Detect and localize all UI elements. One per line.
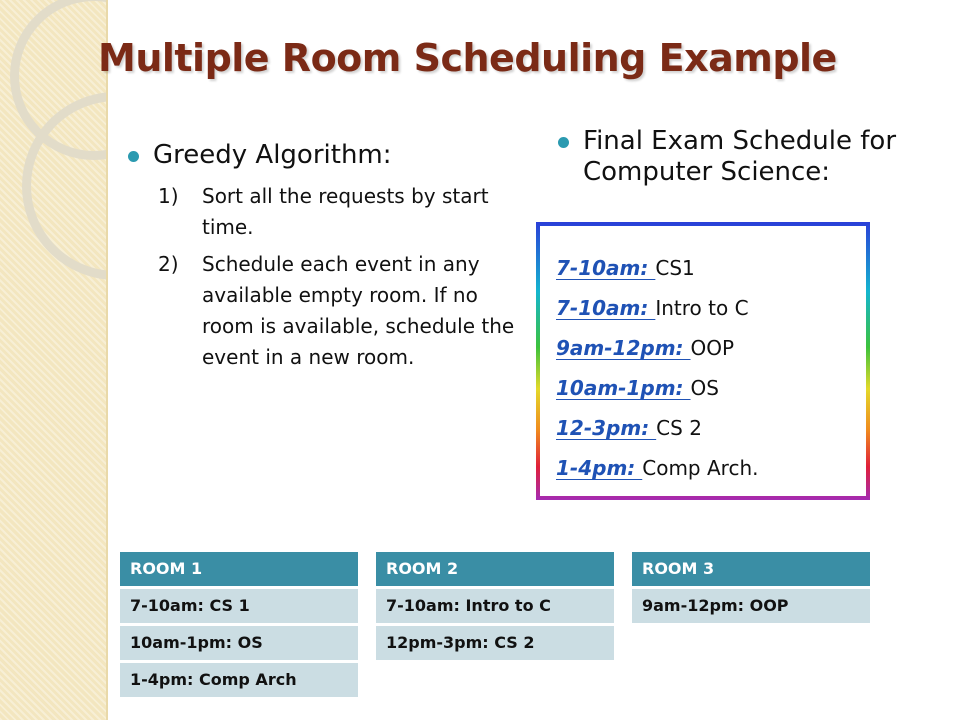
final-exam-heading-row — [558, 126, 938, 188]
schedule-time-link[interactable]: 10am-1pm: — [556, 376, 691, 400]
bullet-icon — [128, 151, 139, 162]
schedule-row — [556, 338, 866, 358]
step-number: 2) — [158, 252, 179, 276]
schedule-row — [556, 418, 866, 438]
schedule-row — [556, 258, 866, 278]
step-text: Sort all the requests by start time. — [202, 184, 489, 239]
algorithm-step — [158, 181, 518, 243]
greedy-algorithm-section — [128, 140, 518, 379]
room-header: ROOM 3 — [632, 552, 870, 586]
room-event-cell: 7-10am: CS 1 — [120, 589, 358, 623]
greedy-heading-row — [128, 140, 518, 171]
schedule-row — [556, 458, 866, 478]
step-text: Schedule each event in any available empty room. If no room is available, schedule the event in a new room. — [202, 252, 515, 369]
room-2-table — [376, 552, 614, 663]
schedule-course: OOP — [690, 336, 735, 360]
room-event-cell: 7-10am: Intro to C — [376, 589, 614, 623]
schedule-time-link[interactable]: 7-10am: — [556, 296, 656, 320]
final-exam-section — [558, 126, 938, 188]
room-header: ROOM 1 — [120, 552, 358, 586]
algorithm-steps — [128, 181, 518, 373]
step-number: 1) — [158, 184, 179, 208]
schedule-course: Intro to C — [655, 296, 749, 320]
final-exam-heading: Final Exam Schedule for Computer Science: — [583, 126, 897, 187]
room-1-table — [120, 552, 358, 700]
schedule-course: OS — [690, 376, 719, 400]
schedule-row — [556, 298, 866, 318]
schedule-course: CS1 — [655, 256, 695, 280]
decorative-side-band — [0, 0, 106, 720]
room-event-cell: 1-4pm: Comp Arch — [120, 663, 358, 697]
room-event-cell: 9am-12pm: OOP — [632, 589, 870, 623]
room-header: ROOM 2 — [376, 552, 614, 586]
exam-schedule-box — [536, 222, 870, 500]
schedule-row — [556, 378, 866, 398]
schedule-time-link[interactable]: 1-4pm: — [556, 456, 643, 480]
schedule-time-link[interactable]: 9am-12pm: — [556, 336, 691, 360]
band-edge-line — [106, 0, 108, 720]
schedule-course: CS 2 — [656, 416, 702, 440]
room-3-table — [632, 552, 870, 626]
room-event-cell: 10am-1pm: OS — [120, 626, 358, 660]
room-event-cell: 12pm-3pm: CS 2 — [376, 626, 614, 660]
schedule-course: Comp Arch. — [642, 456, 759, 480]
slide-title: Multiple Room Scheduling Example — [98, 36, 837, 80]
bullet-icon — [558, 137, 569, 148]
greedy-heading: Greedy Algorithm: — [153, 140, 392, 170]
schedule-time-link[interactable]: 12-3pm: — [556, 416, 657, 440]
algorithm-step — [158, 249, 518, 373]
schedule-time-link[interactable]: 7-10am: — [556, 256, 656, 280]
